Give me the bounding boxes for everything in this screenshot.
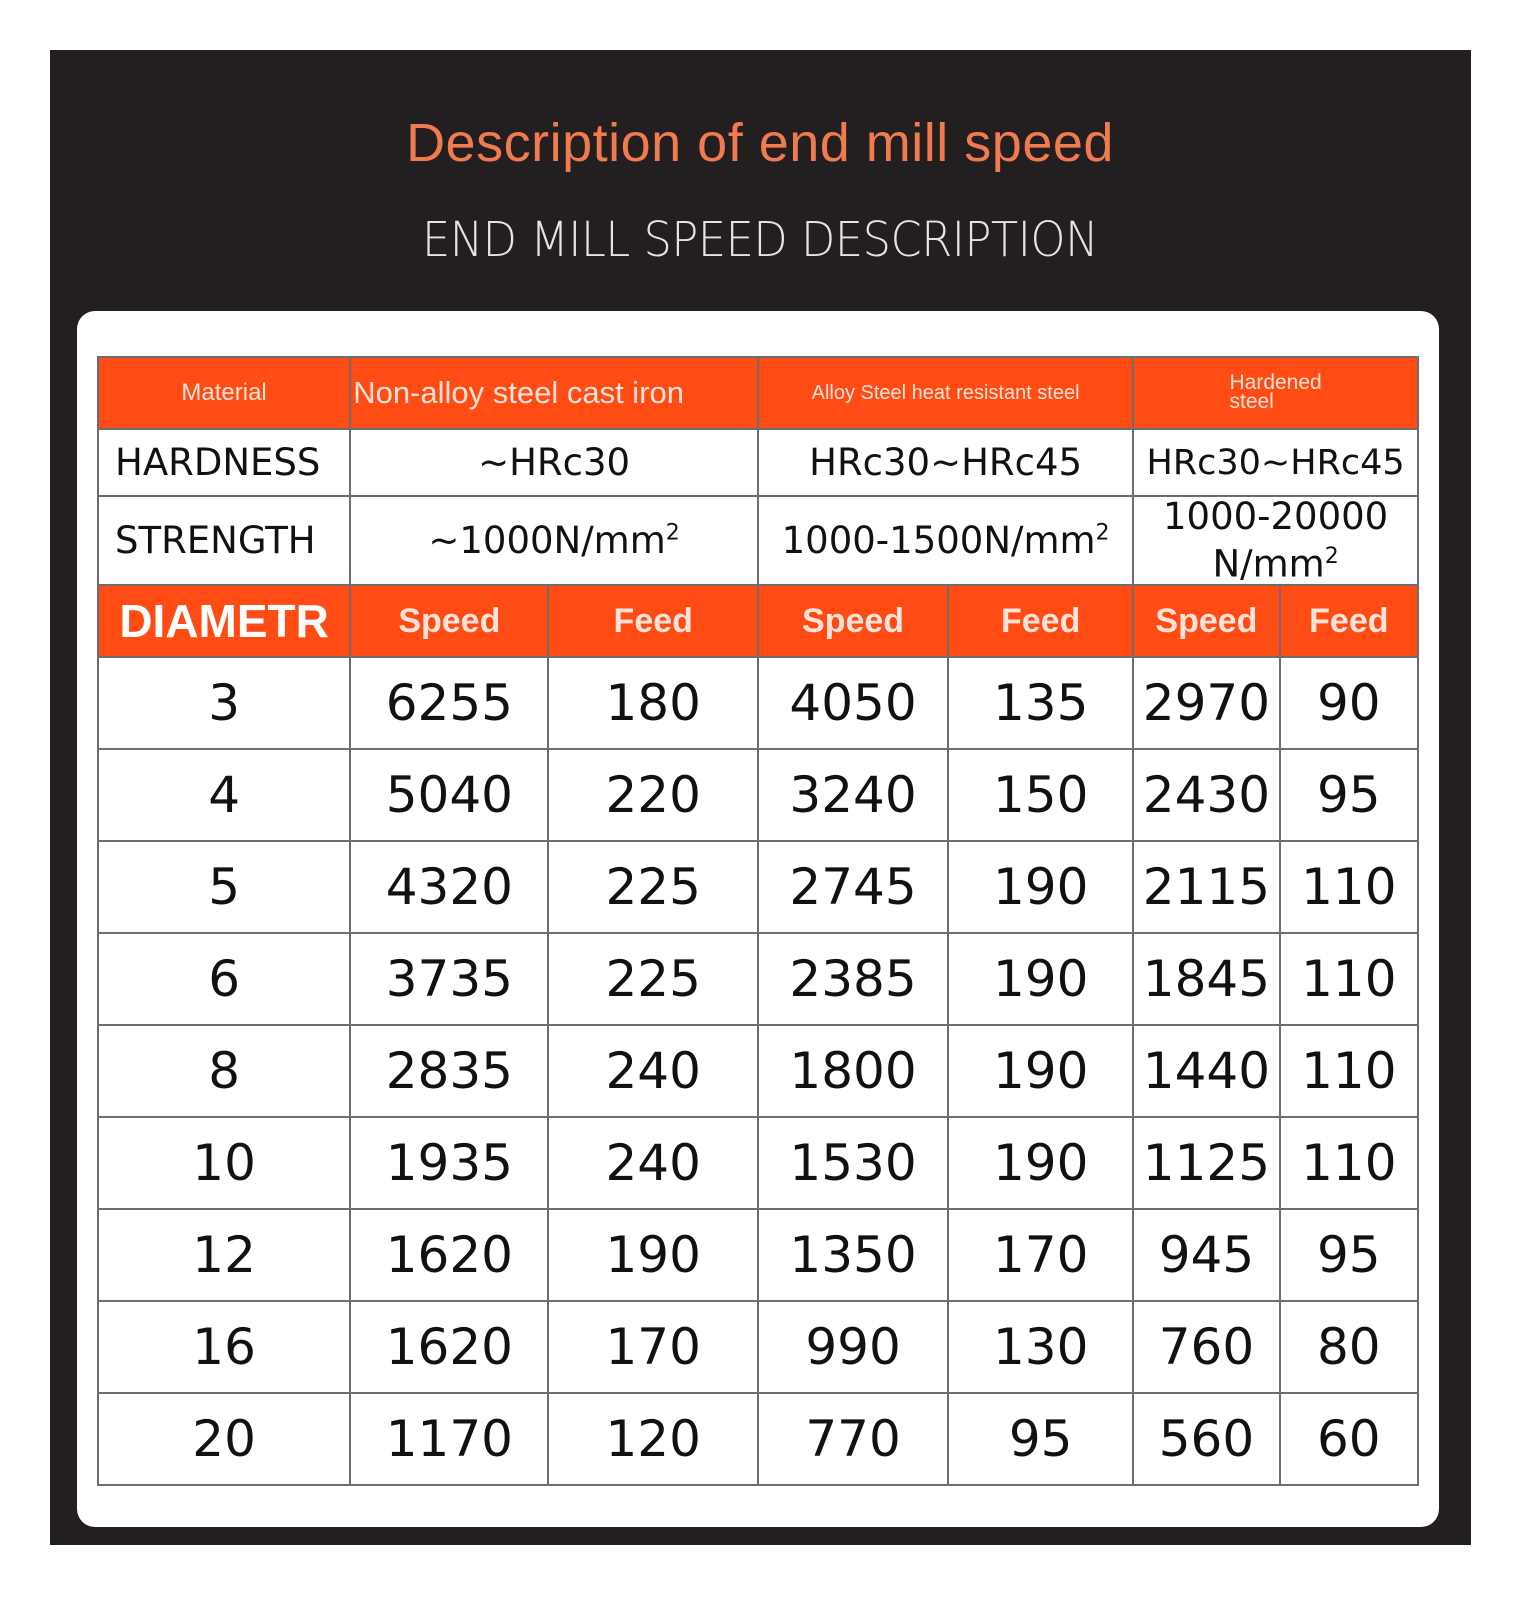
page-title: Description of end mill speed bbox=[406, 113, 1114, 173]
table-row bbox=[98, 749, 1418, 841]
hardened-speed-cell: 2970 bbox=[1133, 657, 1279, 749]
alloy-speed-cell: 4050 bbox=[758, 657, 948, 749]
diameter-cell: 4 bbox=[98, 749, 350, 841]
hardened-feed-cell: 80 bbox=[1280, 1301, 1418, 1393]
hardness-alloy: HRc30~HRc45 bbox=[758, 429, 1133, 496]
strength-row bbox=[98, 496, 1418, 585]
strength-hardened-line2: N/mm bbox=[1212, 542, 1325, 586]
alloy-feed-cell: 190 bbox=[948, 1025, 1133, 1117]
hardened-speed-cell: 760 bbox=[1133, 1301, 1279, 1393]
table-row bbox=[98, 1393, 1418, 1485]
hardened-feed-cell: 90 bbox=[1280, 657, 1418, 749]
page-subtitle: END MILL SPEED DESCRIPTION bbox=[421, 212, 1099, 268]
strength-non-alloy-sup: 2 bbox=[665, 520, 680, 546]
diameter-cell: 16 bbox=[98, 1301, 350, 1393]
hardened-feed-cell: 95 bbox=[1280, 1209, 1418, 1301]
table-row bbox=[98, 1209, 1418, 1301]
hardness-non-alloy: ~HRc30 bbox=[350, 429, 758, 496]
diameter-cell: 8 bbox=[98, 1025, 350, 1117]
hardened-feed-cell: 110 bbox=[1280, 841, 1418, 933]
non-alloy-speed-cell: 6255 bbox=[350, 657, 548, 749]
strength-hardened bbox=[1133, 496, 1418, 585]
alloy-speed-cell: 990 bbox=[758, 1301, 948, 1393]
alloy-speed-cell: 1800 bbox=[758, 1025, 948, 1117]
material-label: Material bbox=[98, 357, 350, 429]
material-header-row bbox=[98, 357, 1418, 429]
non-alloy-feed-cell: 120 bbox=[548, 1393, 757, 1485]
alloy-speed-cell: 1350 bbox=[758, 1209, 948, 1301]
speed-header: Speed bbox=[350, 585, 548, 657]
diameter-cell: 3 bbox=[98, 657, 350, 749]
non-alloy-feed-cell: 240 bbox=[548, 1025, 757, 1117]
hardened-feed-cell: 110 bbox=[1280, 1025, 1418, 1117]
alloy-feed-cell: 190 bbox=[948, 933, 1133, 1025]
hardened-speed-cell: 1125 bbox=[1133, 1117, 1279, 1209]
hardened-feed-cell: 95 bbox=[1280, 749, 1418, 841]
diameter-cell: 20 bbox=[98, 1393, 350, 1485]
speed-header: Speed bbox=[758, 585, 948, 657]
non-alloy-feed-cell: 190 bbox=[548, 1209, 757, 1301]
hardness-row bbox=[98, 429, 1418, 496]
subheader-row bbox=[98, 585, 1418, 657]
strength-alloy bbox=[758, 496, 1133, 585]
hardened-speed-cell: 560 bbox=[1133, 1393, 1279, 1485]
hardness-hardened: HRc30~HRc45 bbox=[1133, 429, 1418, 496]
alloy-feed-cell: 190 bbox=[948, 841, 1133, 933]
table-row bbox=[98, 933, 1418, 1025]
material-hardened-line2: steel bbox=[1229, 390, 1274, 413]
non-alloy-feed-cell: 220 bbox=[548, 749, 757, 841]
hardened-speed-cell: 945 bbox=[1133, 1209, 1279, 1301]
non-alloy-feed-cell: 170 bbox=[548, 1301, 757, 1393]
non-alloy-feed-cell: 225 bbox=[548, 841, 757, 933]
table-row bbox=[98, 657, 1418, 749]
diameter-label: DIAMETR bbox=[98, 585, 350, 657]
alloy-speed-cell: 2385 bbox=[758, 933, 948, 1025]
material-hardened bbox=[1133, 357, 1418, 429]
table-row bbox=[98, 841, 1418, 933]
hardened-speed-cell: 1440 bbox=[1133, 1025, 1279, 1117]
non-alloy-speed-cell: 1935 bbox=[350, 1117, 548, 1209]
hardened-feed-cell: 110 bbox=[1280, 1117, 1418, 1209]
speed-header: Speed bbox=[1133, 585, 1279, 657]
alloy-feed-cell: 150 bbox=[948, 749, 1133, 841]
material-hardened-line1: Hardened bbox=[1229, 371, 1322, 394]
alloy-feed-cell: 170 bbox=[948, 1209, 1133, 1301]
diameter-cell: 12 bbox=[98, 1209, 350, 1301]
material-alloy: Alloy Steel heat resistant steel bbox=[758, 357, 1133, 429]
diameter-cell: 10 bbox=[98, 1117, 350, 1209]
speed-table bbox=[97, 356, 1419, 1486]
material-non-alloy: Non-alloy steel cast iron bbox=[350, 357, 758, 429]
alloy-speed-cell: 1530 bbox=[758, 1117, 948, 1209]
hardened-feed-cell: 110 bbox=[1280, 933, 1418, 1025]
alloy-speed-cell: 770 bbox=[758, 1393, 948, 1485]
non-alloy-speed-cell: 1620 bbox=[350, 1209, 548, 1301]
non-alloy-speed-cell: 4320 bbox=[350, 841, 548, 933]
hardened-feed-cell: 60 bbox=[1280, 1393, 1418, 1485]
table-row bbox=[98, 1301, 1418, 1393]
table-row bbox=[98, 1025, 1418, 1117]
hardened-speed-cell: 2115 bbox=[1133, 841, 1279, 933]
alloy-speed-cell: 3240 bbox=[758, 749, 948, 841]
feed-header: Feed bbox=[1280, 585, 1418, 657]
strength-label: STRENGTH bbox=[98, 496, 350, 585]
feed-header: Feed bbox=[948, 585, 1133, 657]
alloy-feed-cell: 130 bbox=[948, 1301, 1133, 1393]
non-alloy-speed-cell: 1620 bbox=[350, 1301, 548, 1393]
non-alloy-speed-cell: 3735 bbox=[350, 933, 548, 1025]
data-rows bbox=[98, 657, 1418, 1485]
hardness-label: HARDNESS bbox=[98, 429, 350, 496]
non-alloy-feed-cell: 225 bbox=[548, 933, 757, 1025]
strength-non-alloy-value: ~1000N/mm bbox=[428, 519, 666, 563]
strength-alloy-value: 1000-1500N/mm bbox=[781, 519, 1096, 563]
non-alloy-feed-cell: 180 bbox=[548, 657, 757, 749]
alloy-feed-cell: 190 bbox=[948, 1117, 1133, 1209]
diameter-cell: 5 bbox=[98, 841, 350, 933]
alloy-feed-cell: 95 bbox=[948, 1393, 1133, 1485]
strength-hardened-line1: 1000-20000 bbox=[1163, 496, 1389, 538]
non-alloy-feed-cell: 240 bbox=[548, 1117, 757, 1209]
material-hardened-text bbox=[1229, 373, 1321, 411]
feed-header: Feed bbox=[548, 585, 757, 657]
table-row bbox=[98, 1117, 1418, 1209]
strength-non-alloy bbox=[350, 496, 758, 585]
non-alloy-speed-cell: 5040 bbox=[350, 749, 548, 841]
alloy-feed-cell: 135 bbox=[948, 657, 1133, 749]
hardened-speed-cell: 1845 bbox=[1133, 933, 1279, 1025]
hardened-speed-cell: 2430 bbox=[1133, 749, 1279, 841]
diameter-cell: 6 bbox=[98, 933, 350, 1025]
strength-hardened-sup: 2 bbox=[1324, 544, 1339, 569]
non-alloy-speed-cell: 1170 bbox=[350, 1393, 548, 1485]
strength-alloy-sup: 2 bbox=[1095, 520, 1110, 546]
non-alloy-speed-cell: 2835 bbox=[350, 1025, 548, 1117]
alloy-speed-cell: 2745 bbox=[758, 841, 948, 933]
